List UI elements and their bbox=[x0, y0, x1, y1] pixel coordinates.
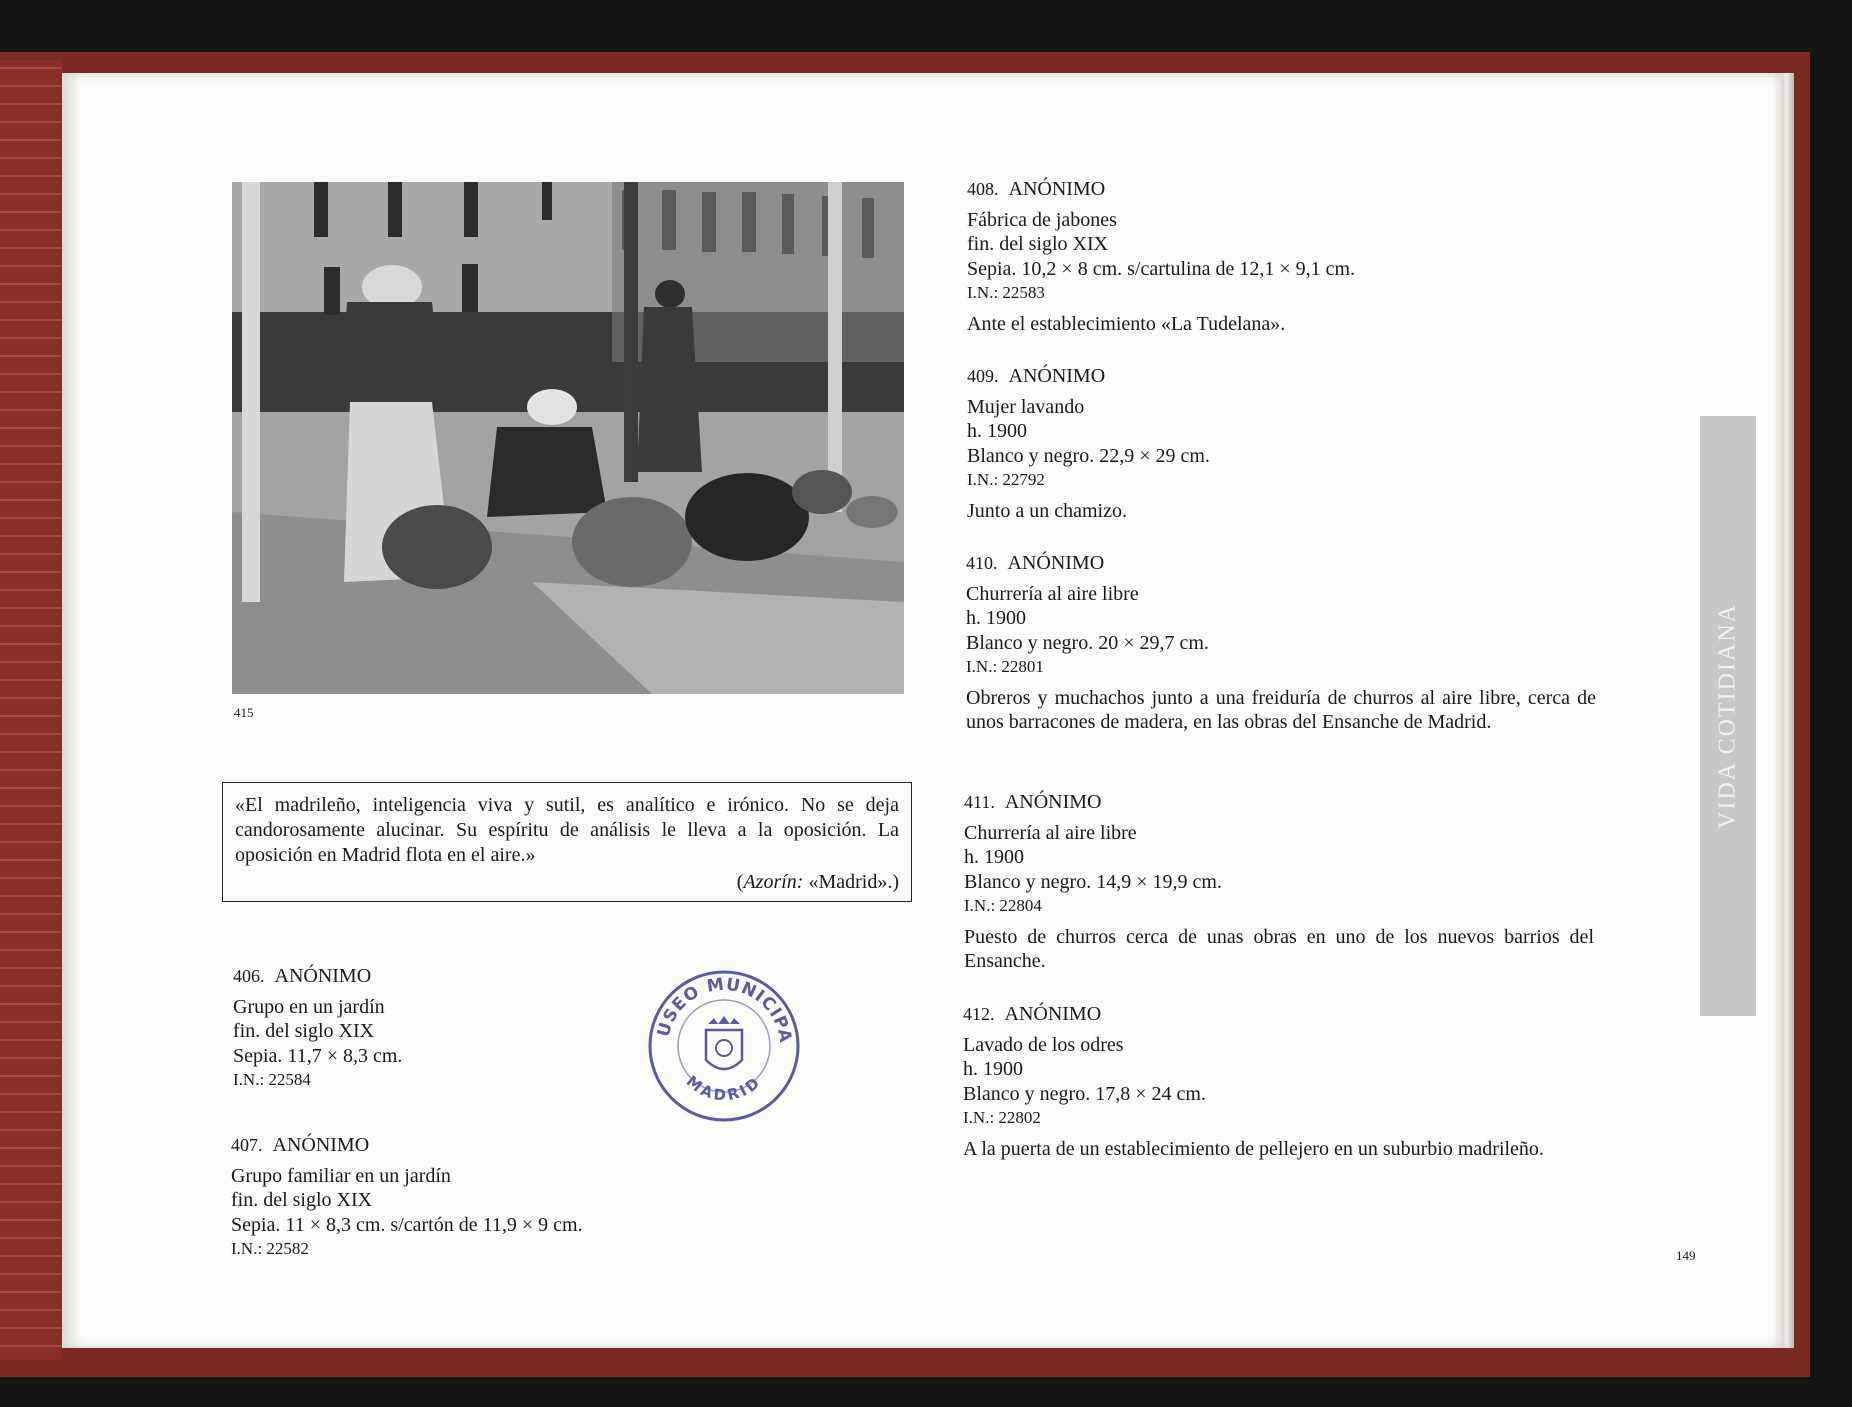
entry-title: Lavado de los odres bbox=[963, 1033, 1124, 1056]
entry-number: 411. bbox=[964, 792, 995, 812]
catalog-entry-409 bbox=[967, 364, 1607, 523]
entry-date: h. 1900 bbox=[964, 846, 1024, 868]
page-edge bbox=[1782, 73, 1794, 1348]
entry-number: 406. bbox=[233, 966, 265, 986]
entry-date: h. 1900 bbox=[967, 420, 1027, 442]
quote-author: Azorín: bbox=[743, 871, 804, 893]
entry-number: 410. bbox=[966, 553, 998, 573]
entry-technique: Blanco y negro. 22,9 × 29 cm. bbox=[967, 444, 1210, 467]
quote-text: «El madrileño, inteligencia viva y sutil, es analítico e irónico. No se deja candorosamente alucinar. Su espíritu de análisis le lleva a la oposición. La oposición en Madrid flota en el aire.» bbox=[235, 794, 899, 866]
entry-author: ANÓNIMO bbox=[1004, 791, 1102, 813]
catalog-entry-408 bbox=[967, 177, 1607, 336]
page-number: 149 bbox=[1676, 1248, 1696, 1263]
entry-title: Mujer lavando bbox=[967, 395, 1085, 418]
entry-date: fin. del siglo XIX bbox=[967, 233, 1109, 255]
entry-technique: Sepia. 11 × 8,3 cm. s/cartón de 11,9 × 9 cm. bbox=[231, 1213, 583, 1236]
museum-stamp bbox=[646, 968, 802, 1124]
entry-note: Ante el establecimiento «La Tudelana». bbox=[967, 312, 1286, 335]
quote-work: «Madrid».) bbox=[803, 871, 899, 893]
entry-inventory: I.N.: 22582 bbox=[231, 1239, 309, 1258]
photo-number: 415 bbox=[234, 705, 254, 720]
catalog-entry-407 bbox=[231, 1133, 583, 1262]
quote-box bbox=[222, 782, 912, 902]
entry-author: ANÓNIMO bbox=[1004, 1003, 1102, 1025]
catalog-entry-411 bbox=[964, 790, 1594, 974]
entry-heading bbox=[233, 964, 402, 989]
entry-technique: Sepia. 11,7 × 8,3 cm. bbox=[233, 1044, 403, 1067]
svg-text:MUSEO MUNICIPAL: USEO MUNICIPA bbox=[653, 974, 796, 1045]
entry-technique: Blanco y negro. 14,9 × 19,9 cm. bbox=[964, 870, 1222, 893]
entry-heading bbox=[967, 364, 1607, 389]
entry-note: Junto a un chamizo. bbox=[967, 499, 1127, 522]
entry-title: Churrería al aire libre bbox=[964, 821, 1137, 844]
entry-number: 408. bbox=[967, 179, 999, 199]
entry-note: Obreros y muchachos junto a una freiduría de churros al aire libre, cerca de unos barracones de madera, en las obras del Ensanche de Madrid. bbox=[966, 686, 1596, 733]
entry-date: fin. del siglo XIX bbox=[233, 1020, 375, 1042]
entry-author: ANÓNIMO bbox=[1007, 552, 1105, 574]
quote-citation-open: ( bbox=[736, 871, 744, 893]
entry-title: Grupo familiar en un jardín bbox=[231, 1164, 451, 1187]
entry-note: A la puerta de un establecimiento de pellejero en un suburbio madrileño. bbox=[963, 1137, 1544, 1160]
entry-heading bbox=[967, 177, 1607, 202]
entry-number: 412. bbox=[963, 1004, 995, 1024]
entry-date: fin. del siglo XIX bbox=[231, 1189, 373, 1211]
entry-number: 407. bbox=[231, 1135, 263, 1155]
entry-number: 409. bbox=[967, 366, 999, 386]
catalog-entry-410 bbox=[966, 551, 1596, 735]
entry-author: ANÓNIMO bbox=[1008, 365, 1106, 387]
section-tab bbox=[1700, 416, 1756, 1016]
entry-technique: Blanco y negro. 17,8 × 24 cm. bbox=[963, 1082, 1206, 1105]
entry-heading bbox=[231, 1133, 583, 1158]
entry-author: ANÓNIMO bbox=[274, 965, 372, 987]
entry-author: ANÓNIMO bbox=[1008, 178, 1106, 200]
entry-date: h. 1900 bbox=[963, 1058, 1023, 1080]
entry-inventory: I.N.: 22802 bbox=[963, 1108, 1041, 1127]
entry-title: Fábrica de jabones bbox=[967, 208, 1117, 231]
section-tab-label: VIDA COTIDIANA bbox=[1714, 603, 1741, 829]
entry-technique: Blanco y negro. 20 × 29,7 cm. bbox=[966, 631, 1209, 654]
book-spine bbox=[0, 60, 62, 1360]
catalog-entry-406 bbox=[233, 964, 402, 1093]
entry-date: h. 1900 bbox=[966, 607, 1026, 629]
entry-inventory: I.N.: 22583 bbox=[967, 283, 1045, 302]
entry-title: Churrería al aire libre bbox=[966, 582, 1139, 605]
entry-inventory: I.N.: 22804 bbox=[964, 896, 1042, 915]
entry-title: Grupo en un jardín bbox=[233, 995, 385, 1018]
entry-inventory: I.N.: 22792 bbox=[967, 470, 1045, 489]
entry-inventory: I.N.: 22801 bbox=[966, 657, 1044, 676]
entry-inventory: I.N.: 22584 bbox=[233, 1070, 311, 1089]
entry-heading bbox=[963, 1002, 1593, 1027]
museum-seal-icon bbox=[646, 968, 802, 1124]
svg-text:MADRID: MADRID bbox=[682, 1072, 766, 1105]
quote-citation bbox=[235, 870, 899, 895]
photograph bbox=[232, 182, 904, 694]
entry-technique: Sepia. 10,2 × 8 cm. s/cartulina de 12,1 × 9,1 cm. bbox=[967, 257, 1356, 280]
entry-heading bbox=[964, 790, 1594, 815]
entry-heading bbox=[966, 551, 1596, 576]
photograph-scene bbox=[232, 182, 904, 694]
entry-author: ANÓNIMO bbox=[272, 1134, 370, 1156]
catalog-entry-412 bbox=[963, 1002, 1593, 1161]
entry-note: Puesto de churros cerca de unas obras en uno de los nuevos barrios del Ensanche. bbox=[964, 925, 1594, 972]
